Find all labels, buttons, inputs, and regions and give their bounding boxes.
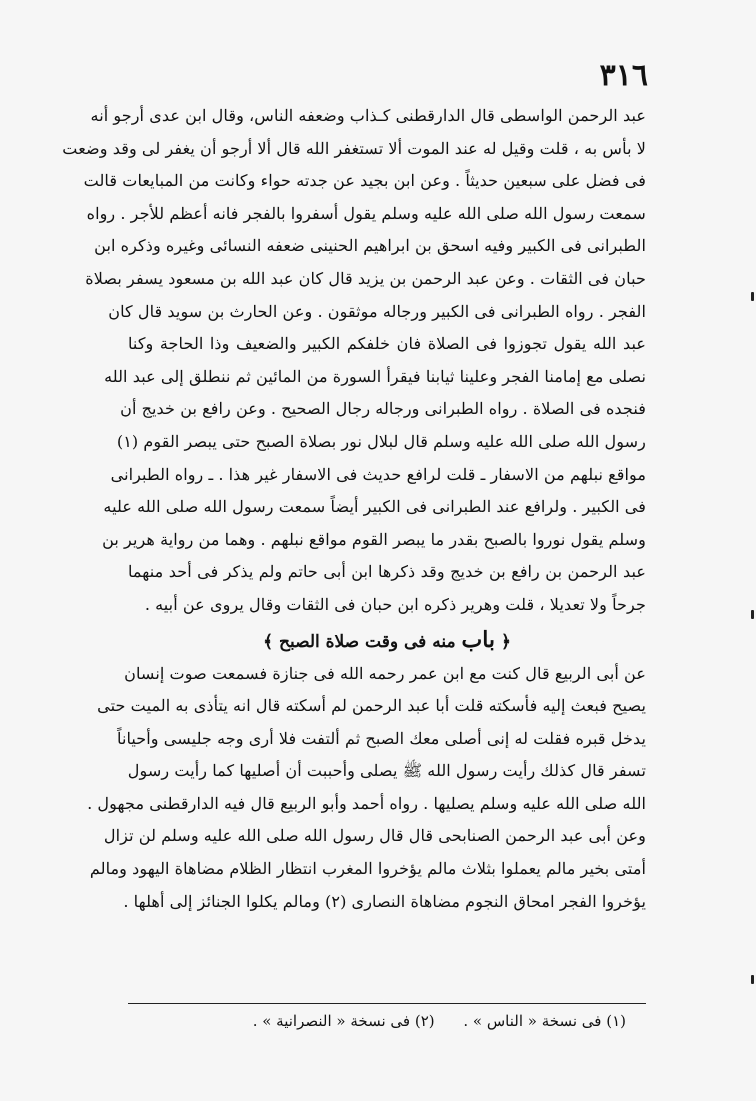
text-line: يؤخروا الفجر امحاق النجوم مضاهاة النصارى (٢) ومالم يكلوا الجنائز إلى أهلها . bbox=[123, 891, 646, 911]
text-line: فى الكبير . ولرافع عند الطبرانى فى الكبير أيضاً سمعت رسول الله صلى الله عليه bbox=[103, 497, 646, 517]
text-line: يصيح فبعث إليه فأسكته قلت أبا عبد الرحمن لم أسكته قال انه يتأذى به الميت حتى bbox=[97, 696, 646, 716]
ornament-bracket-right: ﴿ bbox=[495, 631, 511, 652]
ornament-bracket-left: ﴾ bbox=[263, 631, 279, 652]
text-line: لا بأس به ، قلت وقيل له عند الموت ألا تستغفر الله قال ألا أرجو أن يغفر لى وقد وضعت bbox=[62, 138, 646, 158]
text-line: أمتى بخير مالم يعملوا بثلاث مالم يؤخروا المغرب انتظار الظلام مضاهاة اليهود ومالم bbox=[89, 859, 646, 879]
body-text bbox=[62, 100, 646, 918]
chapter-heading bbox=[128, 622, 646, 658]
scan-edge-mark bbox=[751, 292, 754, 301]
text-line: عبد الرحمن الواسطى قال الدارقطنى كـذاب وضعفه الناس، وقال ابن عدى أرجو أنه bbox=[90, 106, 646, 125]
footnote-divider bbox=[128, 1003, 646, 1004]
text-line: الفجر . رواه الطبرانى فى الكبير ورجاله موثقون . وعن الحارث بن سويد قال كان bbox=[108, 301, 646, 321]
text-line: جرحاً ولا تعديلا ، قلت وهرير ذكره ابن حبان فى الثقات وقال يروى عن أبيه . bbox=[144, 594, 646, 614]
text-line: سمعت رسول الله صلى الله عليه وسلم يقول أسفروا بالفجر فانه أعظم للأجر . رواه bbox=[86, 203, 646, 223]
text-line: عبد الرحمن بن رافع بن خديج وقد ذكرها ابن أبى حاتم ولم يذكر فى أحد منهما bbox=[128, 562, 646, 582]
text-line: الطبرانى فى الكبير وفيه اسحق بن ابراهيم الحنينى ضعفه النسائى وغيره وذكره ابن bbox=[94, 236, 646, 256]
text-line: فنجده فى الصلاة . رواه الطبرانى ورجاله رجال الصحيح . وعن رافع بن خديج أن bbox=[120, 399, 646, 419]
text-line: مواقع نبلهم من الاسفار ـ قلت لرافع حديث فى الاسفار غير هذا . ـ رواه الطبرانى bbox=[110, 464, 646, 484]
footnotes bbox=[229, 1012, 626, 1030]
text-line: حبان فى الثقات . وعن عبد الرحمن بن يزيد قال كان عبد الله بن مسعود يسفر بصلاة bbox=[85, 268, 646, 288]
text-line: الله صلى الله عليه وسلم يصليها . رواه أحمد وأبو الربيع قال فيه الدارقطنى مجهول . bbox=[87, 793, 646, 813]
text-line: فى فضل على سبعين حديثاً . وعن ابن بجيد عن جدته حواء وكانت من المبايعات قالت bbox=[83, 171, 646, 191]
page-number: ٣١٦ bbox=[599, 58, 648, 93]
footnote-1: (١) فى نسخة « الناس » . bbox=[463, 1012, 626, 1030]
chapter-bab: باب bbox=[461, 626, 496, 653]
chapter-title: منه فى وقت صلاة الصبح bbox=[278, 631, 456, 652]
text-line: يدخل قبره فقلت له إنى أصلى معك الصبح ثم ألتفت فلا أرى وجه جليسى وأحياناً bbox=[117, 728, 646, 748]
text-line: وعن أبى عبد الرحمن الصنابحى قال قال رسول الله صلى الله عليه وسلم لن تزال bbox=[103, 826, 646, 846]
text-line: عبد الله يقول تجوزوا فى الصلاة فان خلفكم الكبير والضعيف وذا الحاجة وكنا bbox=[128, 334, 646, 354]
footnote-2: (٢) فى نسخة « النصرانية » . bbox=[252, 1012, 435, 1030]
text-line: تسفر قال كذلك رأيت رسول الله ﷺ يصلى وأحببت أن أصليها كما رأيت رسول bbox=[127, 761, 646, 781]
text-line: وسلم يقول نوروا بالصبح بقدر ما يبصر القوم مواقع نبلهم . وهما من رواية هرير بن bbox=[102, 529, 646, 549]
text-line: عن أبى الربيع قال كنت مع ابن عمر رحمه الله فى جنازة فسمعت صوت إنسان bbox=[124, 663, 646, 683]
scan-edge-mark bbox=[751, 610, 754, 619]
text-line: نصلى مع إمامنا الفجر وعلينا ثيابنا فيقرأ السورة من المائين ثم ننطلق إلى عبد الله bbox=[104, 366, 646, 386]
scan-edge-mark bbox=[751, 975, 754, 984]
text-line: رسول الله صلى الله عليه وسلم قال لبلال نور بصلاة الصبح حتى يبصر القوم (١) bbox=[116, 431, 646, 451]
